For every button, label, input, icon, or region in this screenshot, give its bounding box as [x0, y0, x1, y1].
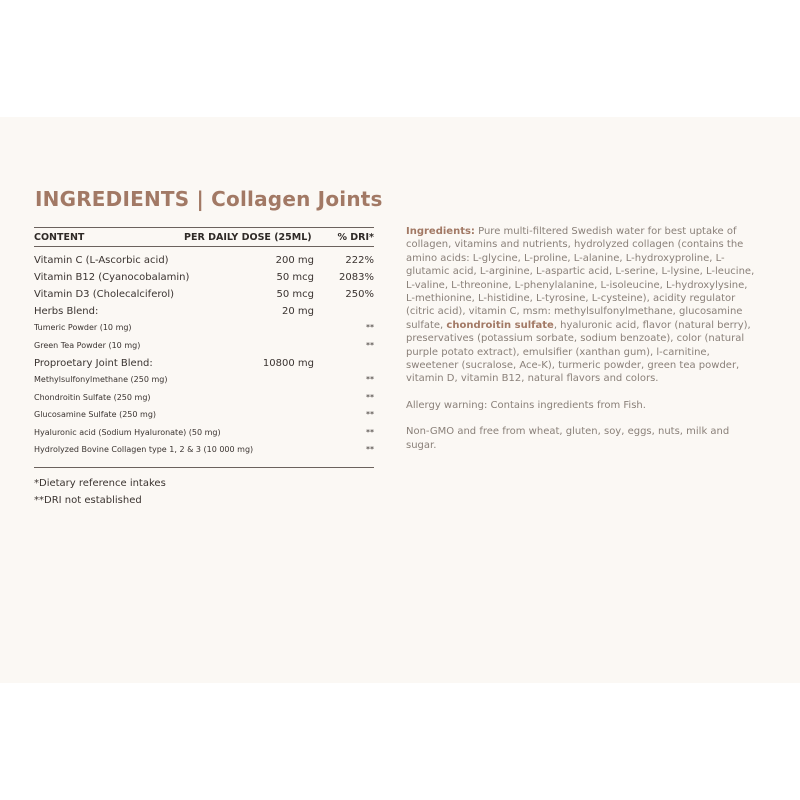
row-dri: 222% — [345, 255, 374, 266]
row-dri: ** — [366, 392, 374, 402]
table-row — [34, 303, 374, 320]
row-name: Green Tea Powder (10 mg) — [34, 340, 141, 350]
row-name: Hydrolyzed Bovine Collagen type 1, 2 & 3 (10 000 mg) — [34, 445, 254, 454]
ingredients-panel — [0, 117, 800, 683]
table-row — [34, 252, 374, 269]
ingredients-label: Ingredients: — [406, 226, 475, 237]
row-dri: 250% — [345, 289, 374, 300]
table-row — [34, 338, 374, 356]
table-bottom-divider — [34, 467, 374, 468]
row-dose: 20 mg — [282, 306, 314, 317]
ingredients-highlight: chondroitin sulfate — [446, 319, 554, 331]
row-dose: 50 mcg — [276, 289, 314, 300]
row-name: Glucosamine Sulfate (250 mg) — [34, 410, 157, 419]
page-title: INGREDIENTS | Collagen Joints — [35, 187, 383, 211]
row-dri: ** — [366, 410, 374, 419]
dri-footnote: *Dietary reference intakes — [34, 478, 166, 489]
dri-not-established-footnote: **DRI not established — [34, 495, 142, 506]
row-name: Hyaluronic acid (Sodium Hyaluronate) (50 mg) — [34, 427, 221, 437]
row-name: Tumeric Powder (10 mg) — [34, 323, 132, 332]
table-row — [34, 372, 374, 390]
table-body — [34, 247, 374, 460]
non-gmo-statement: Non-GMO and free from wheat, gluten, soy, eggs, nuts, milk and sugar. — [406, 426, 730, 451]
nutrition-table — [34, 227, 374, 468]
table-row — [34, 269, 374, 286]
row-name: Chondroitin Sulfate (250 mg) — [34, 392, 151, 402]
row-name: Proproetary Joint Blend: — [34, 358, 153, 369]
row-dri: 2083% — [339, 272, 374, 283]
allergy-warning: Allergy warning: Contains ingredients from Fish. — [406, 399, 646, 411]
table-row — [34, 286, 374, 303]
table-row — [34, 355, 374, 372]
table-row — [34, 425, 374, 443]
table-row — [34, 442, 374, 460]
row-name: Herbs Blend: — [34, 306, 99, 317]
row-name: Methylsulfonylmethane (250 mg) — [34, 375, 168, 384]
table-row — [34, 390, 374, 408]
row-dose: 50 mcg — [276, 272, 314, 283]
row-dri: ** — [366, 323, 374, 332]
row-dri: ** — [366, 445, 374, 454]
row-name: Vitamin C (L-Ascorbic acid) — [34, 255, 169, 266]
footnotes — [34, 475, 166, 509]
row-name: Vitamin D3 (Cholecalciferol) — [34, 289, 175, 300]
table-header — [34, 227, 374, 247]
row-name: Vitamin B12 (Cyanocobalamin) — [34, 272, 190, 283]
row-dri: ** — [366, 375, 374, 384]
row-dri: ** — [366, 340, 374, 350]
ingredients-list-part2: , hyaluronic acid, flavor (natural berry), preservatives (potassium sorbate, sodium benzoate), color (natural purple potato extract), emulsifier (xanthan gum), l-carnitine, sweetener (sucralose, Ace-K), turmeric powder, green tea powder, vitamin D, vitamin B12, natural flavors and colors. — [406, 319, 751, 385]
ingredients-list-part1: Pure multi-filtered Swedish water for best uptake of collagen, vitamins and nutrients, hydrolyzed collagen (contains the amino acids: L-glycine, L-proline, L-alanine, L-hydroxyproline, L-glutamic acid, L-arginine, L-aspartic acid, L-serine, L-lysine, L-leucine, L-valine, L-threonine, L-phenylalanine, L-isoleucine, L-hydroxylysine, L-methionine, L-histidine, L-tyrosine, L-cysteine), acidity regulator (citric acid), vitamin C, msm: methylsulfonylmethane, glucosamine sulfate, — [406, 226, 755, 331]
table-row — [34, 407, 374, 425]
header-dose: PER DAILY DOSE (25ML) — [184, 231, 312, 243]
ingredients-text — [406, 225, 756, 465]
row-dri: ** — [366, 427, 374, 437]
header-content: CONTENT — [34, 231, 85, 243]
table-row — [34, 320, 374, 338]
ingredients-paragraph — [406, 225, 756, 386]
row-dose: 10800 mg — [262, 358, 314, 369]
header-dri: % DRI* — [337, 231, 374, 243]
row-dose: 200 mg — [275, 255, 314, 266]
